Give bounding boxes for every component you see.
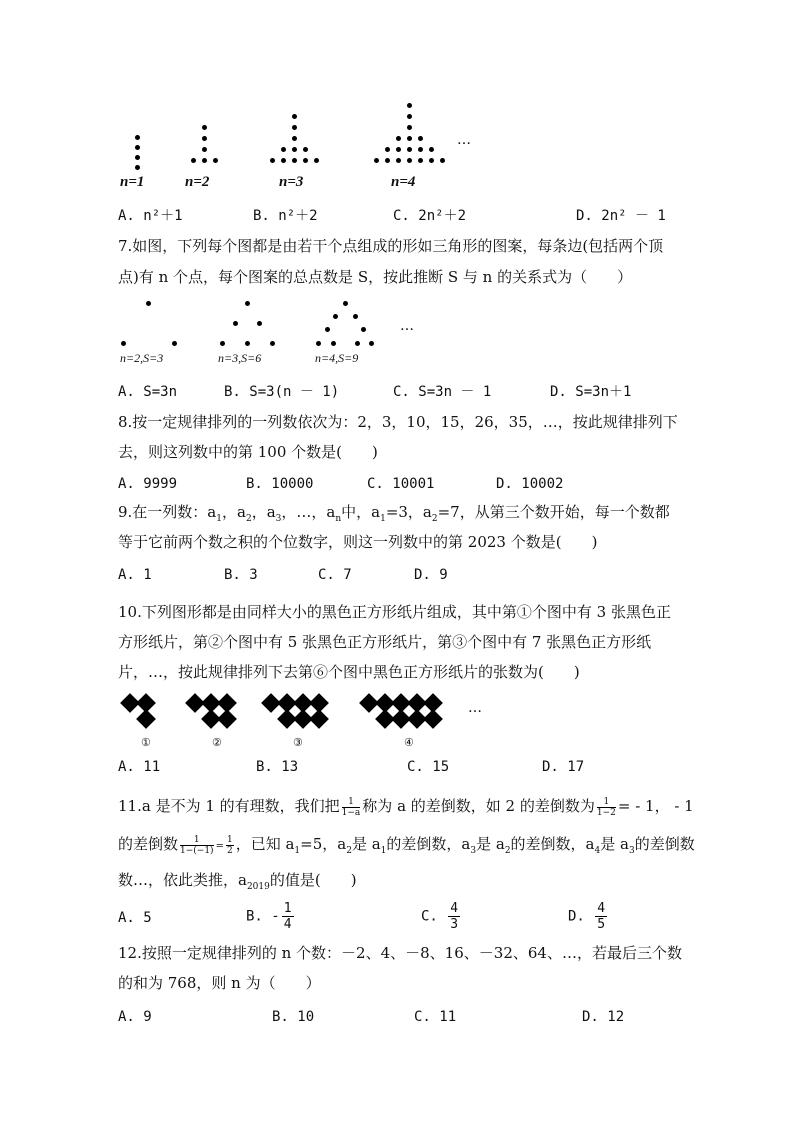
q6-option-c[interactable]: C. 2n²＋2 [393,208,467,224]
q6-label-4: n=4 [391,174,416,190]
q11-option-a[interactable]: A. 5 [118,910,152,926]
q10-label-2: ② [212,736,222,749]
q10-label-3: ③ [293,736,303,749]
q9-stem-line-2: 等于它前两个数之积的个位数字，则这一列数中的第 2023 个数是( ) [118,533,598,551]
q8-option-b[interactable]: B. 10000 [246,476,314,492]
q10-option-c[interactable]: C. 15 [407,759,450,775]
q7-label-2: n=3,S=6 [218,351,262,365]
q10-stem-line-3: 片，…，按此规律排列下去第⑥个图中黑色正方形纸片的张数为( ) [118,663,580,681]
q9-option-b[interactable]: B. 3 [224,567,258,583]
q6-label-2: n=2 [185,174,210,190]
q9-option-c[interactable]: C. 7 [318,567,352,583]
q6-label-3: n=3 [279,174,304,190]
q12-option-d[interactable]: D. 12 [582,1009,625,1025]
q10-label-4: ④ [404,736,414,749]
q10-stem-line-2: 方形纸片，第②个图中有 5 张黑色正方形纸片，第③个图中有 7 张黑色正方形纸 [118,633,652,651]
q9-option-d[interactable]: D. 9 [414,567,448,583]
q10-option-d[interactable]: D. 17 [542,759,585,775]
q7-stem-line-1: 7.如图，下列每个图都是由若干个点组成的形如三角形的图案，每条边(包括两个顶 [118,237,664,255]
q10-label-1: ① [141,736,151,749]
q8-stem-line-2: 去，则这列数中的第 100 个数是( ) [118,443,378,461]
q12-stem-line-1: 12.按照一定规律排列的 n 个数：－2、4、－8、16、－32、64、…，若最后三个数 [118,944,682,962]
q11-option-b[interactable]: B. - $\frac{1}{4}$ [246,901,292,932]
q11-option-d[interactable]: D. $\frac{4}{5}$ [568,901,606,932]
q7-label-1: n=2,S=3 [120,351,164,365]
q10-ellipsis: … [468,700,482,716]
q11-stem-line-3: 数…，依此类推，$a_{2019}$的值是( ) [118,871,357,892]
q7-ellipsis: … [400,318,414,334]
q12-option-b[interactable]: B. 10 [272,1009,315,1025]
q11-option-c[interactable]: C. $\frac{4}{3}$ [421,901,459,932]
q12-option-a[interactable]: A. 9 [118,1009,152,1025]
q8-stem-line-1: 8.按一定规律排列的一列数依次为：2，3，10，15，26，35，…，按此规律排列下 [118,413,678,431]
q12-stem-line-2: 的和为 768，则 n 为（ ） [118,974,321,992]
q11-stem-line-2: 的差倒数 $\frac{1}{1-(-1)}$ = $\frac{1}{2}$ ，已知 $a_1=5$，$a_2$是 $a_1$的差倒数，$a_3$是 $a_2$的差倒数，$a_4$是 $a_3$的差倒数 [118,834,695,856]
q8-option-a[interactable]: A. 9999 [118,476,178,492]
q6-option-a[interactable]: A. n²＋1 [118,208,183,224]
q9-option-a[interactable]: A. 1 [118,567,152,583]
q7-label-3: n=4,S=9 [315,351,359,365]
q9-stem-line-1: 9.在一列数：$a_1$，$a_2$，$a_3$，…，$a_n$中，$a_1=3$，$a_2=7$，从第三个数开始，每一个数都 [118,503,670,524]
q6-ellipsis: … [457,132,471,148]
q10-option-b[interactable]: B. 13 [256,759,299,775]
q7-option-a[interactable]: A. S=3n [118,384,178,400]
q8-option-c[interactable]: C. 10001 [367,476,435,492]
q7-stem-line-2: 点)有 n 个点，每个图案的总点数是 S，按此推断 S 与 n 的关系式为（ ） [118,268,633,286]
q12-option-c[interactable]: C. 11 [414,1009,457,1025]
q7-option-b[interactable]: B. S=3(n － 1) [224,384,340,400]
q6-option-d[interactable]: D. 2n² － 1 [576,208,666,224]
q6-label-1: n=1 [120,174,145,190]
q7-option-c[interactable]: C. S=3n － 1 [393,384,492,400]
q10-stem-line-1: 10.下列图形都是由同样大小的黑色正方形纸片组成，其中第①个图中有 3 张黑色正 [118,603,671,621]
q8-option-d[interactable]: D. 10002 [496,476,564,492]
q10-option-a[interactable]: A. 11 [118,759,161,775]
q6-option-b[interactable]: B. n²＋2 [253,208,318,224]
q11-stem-line-1: 11.a 是不为 1 的有理数，我们把 $\frac{1}{1-a}$ 称为 a 的差倒数，如 2 的差倒数为 $\frac{1}{1-2}$ = - 1， - 1 [118,796,694,818]
q7-option-d[interactable]: D. S=3n＋1 [550,384,632,400]
